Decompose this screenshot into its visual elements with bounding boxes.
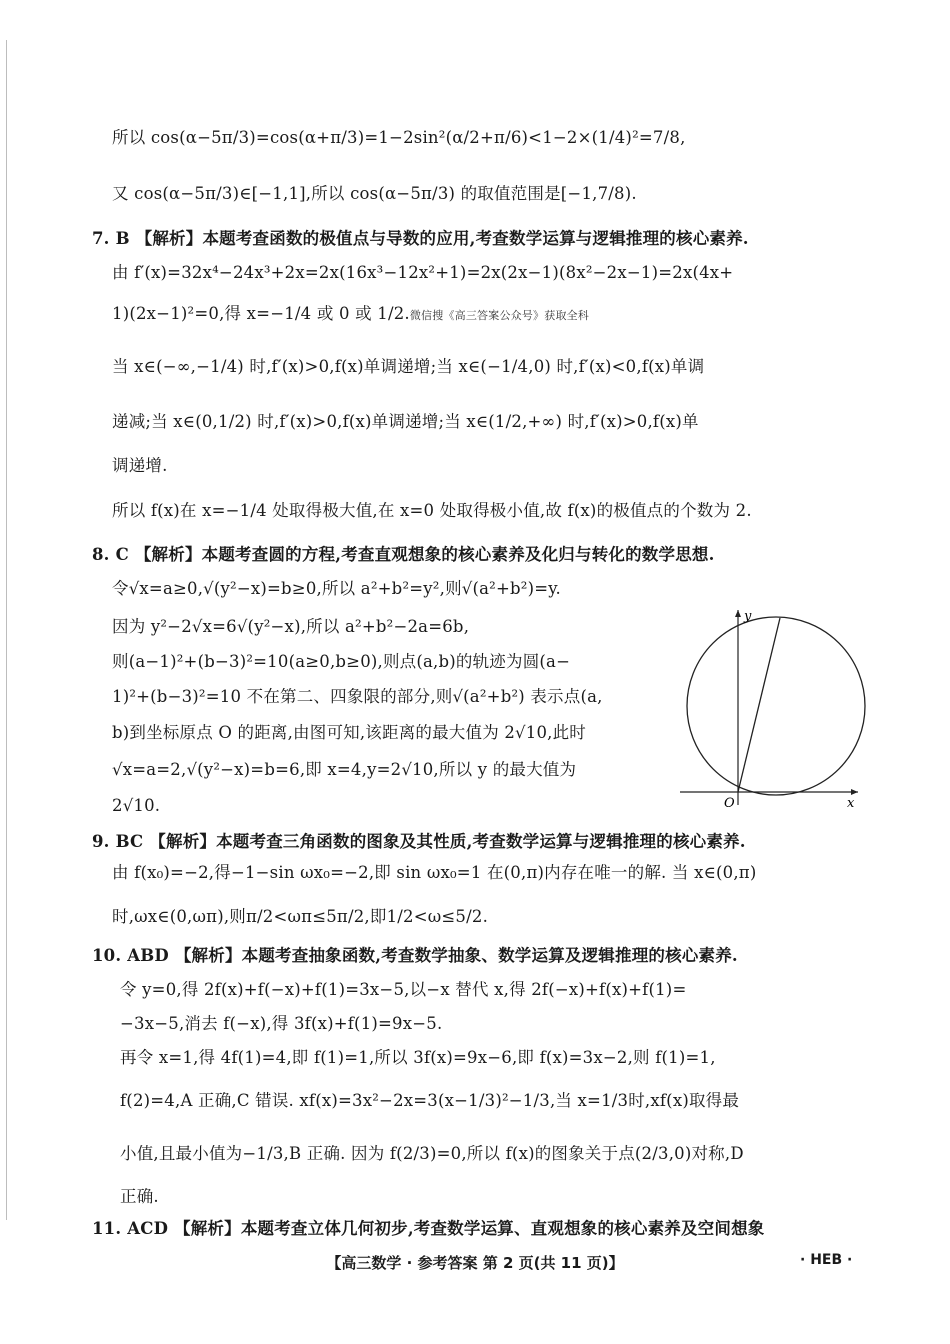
question-heading-9: 9. BC 【解析】本题考查三角函数的图象及其性质,考查数学运算与逻辑推理的核心素养. [92,832,746,851]
text-line: 所以 f(x)在 x=−1/4 处取得极大值,在 x=0 处取得极小值,故 f(x)的极值点的个数为 2. [112,501,752,520]
text-line: 因为 y²−2√x=6√(y²−x),所以 a²+b²−2a=6b, [112,617,470,636]
text-line: 则(a−1)²+(b−3)²=10(a≥0,b≥0),则点(a,b)的轨迹为圆(a− [112,652,571,671]
text-line: 2√10. [112,796,161,815]
text-line: 当 x∈(−∞,−1/4) 时,f′(x)>0,f(x)单调递增;当 x∈(−1/4,0) 时,f′(x)<0,f(x)单调 [112,357,705,376]
text-line: 由 f(x₀)=−2,得−1−sin ωx₀=−2,即 sin ωx₀=1 在(0,π)内存在唯一的解. 当 x∈(0,π) [112,863,757,882]
y-axis-label: y [744,609,752,624]
text-line: 令√x=a≥0,√(y²−x)=b≥0,所以 a²+b²=y²,则√(a²+b²)=y. [112,579,562,598]
circle-graph [676,600,866,810]
text-line: 再令 x=1,得 4f(1)=4,即 f(1)=1,所以 3f(x)=9x−6,即 f(x)=3x−2,则 f(1)=1, [120,1048,716,1067]
question-heading-11: 11. ACD 【解析】本题考查立体几何初步,考查数学运算、直观想象的核心素养及空间想象 [92,1219,765,1238]
watermark-note: 微信搜《高三答案公众号》获取全科 [409,309,590,322]
left-margin-rule [6,40,7,1220]
footer-code: · HEB · [800,1252,853,1268]
text-line: 正确. [120,1187,159,1206]
text-line: f(2)=4,A 正确,C 错误. xf(x)=3x²−2x=3(x−1/3)²−1/3,当 x=1/3时,xf(x)取得最 [120,1091,740,1110]
locus-circle [687,617,865,795]
text-line: 又 cos(α−5π/3)∈[−1,1],所以 cos(α−5π/3) 的取值范围是[−1,7/8). [112,184,637,203]
text-line: 时,ωx∈(0,ωπ),则π/2<ωπ≤5π/2,即1/2<ω≤5/2. [112,907,489,926]
page-footer: 【高三数学 · 参考答案 第 2 页(共 11 页)】 [326,1254,624,1272]
text-line: −3x−5,消去 f(−x),得 3f(x)+f(1)=9x−5. [120,1014,443,1033]
text-line: 调递增. [112,456,168,475]
origin-label: O [724,796,735,810]
text-line: 小值,且最小值为−1/3,B 正确. 因为 f(2/3)=0,所以 f(x)的图象关于点(2/3,0)对称,D [120,1144,744,1163]
text-line: 令 y=0,得 2f(x)+f(−x)+f(1)=3x−5,以−x 替代 x,得 2f(−x)+f(x)+f(1)= [120,980,687,999]
question-heading-7: 7. B 【解析】本题考查函数的极值点与导数的应用,考查数学运算与逻辑推理的核心素养. [92,229,749,248]
text-line: 递减;当 x∈(0,1/2) 时,f′(x)>0,f(x)单调递增;当 x∈(1/2,+∞) 时,f′(x)>0,f(x)单 [112,412,699,431]
max-distance-segment [738,618,780,792]
text-line: 1)²+(b−3)²=10 不在第二、四象限的部分,则√(a²+b²) 表示点(a, [112,687,603,706]
question-heading-10: 10. ABD 【解析】本题考查抽象函数,考查数学抽象、数学运算及逻辑推理的核心素养. [92,946,738,965]
x-axis-label: x [847,796,855,810]
text-line: 由 f′(x)=32x⁴−24x³+2x=2x(16x³−12x²+1)=2x(2x−1)(8x²−2x−1)=2x(4x+ [112,263,734,282]
text-line: 1)(2x−1)²=0,得 x=−1/4 或 0 或 1/2.微信搜《高三答案公众号》获取全科 [112,304,590,323]
y-axis-arrow [735,610,741,617]
question-heading-8: 8. C 【解析】本题考查圆的方程,考查直观想象的核心素养及化归与转化的数学思想. [92,545,715,564]
text-line: b)到坐标原点 O 的距离,由图可知,该距离的最大值为 2√10,此时 [112,723,587,742]
x-axis-arrow [851,789,858,795]
text-line: 所以 cos(α−5π/3)=cos(α+π/3)=1−2sin²(α/2+π/6)<1−2×(1/4)²=7/8, [112,128,686,147]
text-line: √x=a=2,√(y²−x)=b=6,即 x=4,y=2√10,所以 y 的最大值为 [112,760,577,779]
